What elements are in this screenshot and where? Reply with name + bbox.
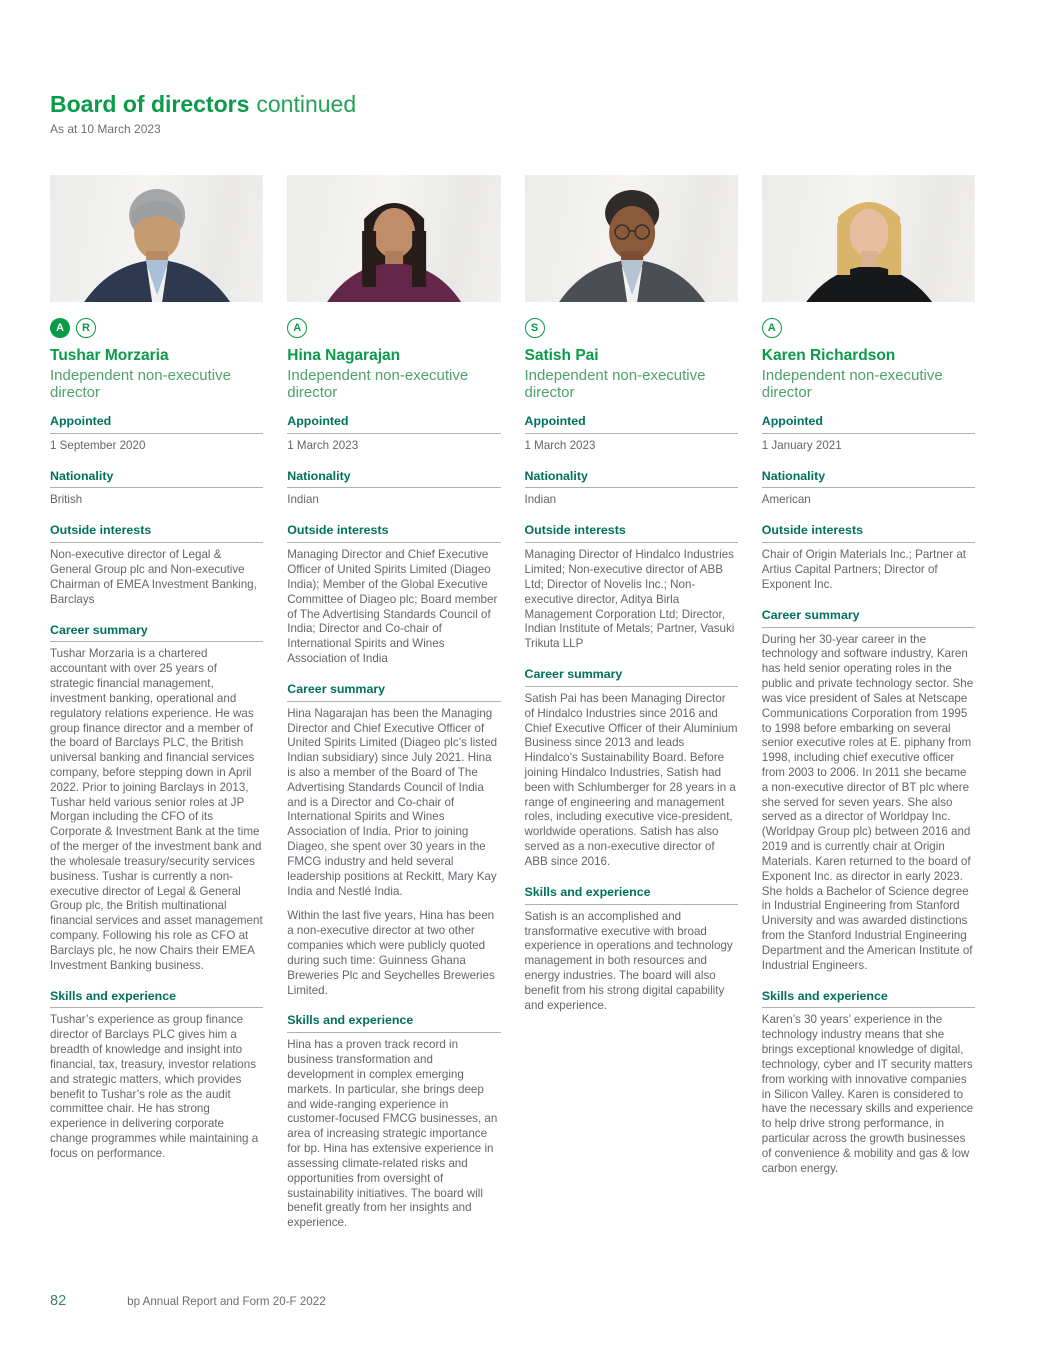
committee-badge-r: R bbox=[76, 318, 96, 338]
section-heading-career-summary: Career summary bbox=[287, 682, 500, 702]
director-profile-tushar-morzaria bbox=[50, 175, 263, 1231]
director-portrait-illustration bbox=[762, 175, 975, 302]
director-role: Independent non-executive director bbox=[524, 366, 706, 402]
outside-interests-text: Managing Director and Chief Executive Officer of United Spirits Limited (Diageo India); Member of the Global Executive Committee of Diageo plc; Board member of The Advertising Standards Council of India; Director and Co-chair of International Spirits and Wines Association of India bbox=[287, 548, 498, 665]
committee-badges bbox=[287, 318, 500, 338]
director-photo bbox=[525, 175, 738, 302]
outside-interests-text: Managing Director of Hindalco Industries Limited; Non-executive director of ABB Ltd; Director of Novelis Inc.; Non-executive director, Aditya Birla Management Corporation Ltd; Director, Indian Institute of Metals; Partner, Vasuki Trikuta LLP bbox=[524, 548, 735, 651]
director-portrait-illustration bbox=[287, 175, 500, 302]
appointed-value: 1 September 2020 bbox=[50, 438, 146, 452]
committee-badge-s: S bbox=[525, 318, 545, 338]
director-photo bbox=[287, 175, 500, 302]
section-heading-appointed: Appointed bbox=[762, 414, 975, 434]
career-summary-text: Tushar Morzaria is a chartered accountant with over 25 years of strategic financial management, investment banking, operational and regulatory relations experience. He was group finance director and a member of the board of Barclays PLC, the British universal banking and financial services company, before stepping down in April 2022. Prior to joining Barclays in 2013, Tushar held various senior roles at JP Morgan including the CFO of its Corporate & Investment Bank at the time of the merger of the investment bank and the wholesale treasury/security services business. Tushar is currently a non-executive director of Legal & General Group plc, the British multinational financial services and asset management company. Following his role as CFO at Barclays plc, he now Chairs their EMEA Investment Banking business. bbox=[50, 647, 263, 972]
section-heading-nationality: Nationality bbox=[287, 469, 500, 489]
section-heading-outside-interests: Outside interests bbox=[762, 523, 975, 543]
career-summary-text-2: Within the last five years, Hina has been a non-executive director at two other companies which were publicly quoted during such time: Guinness Ghana Breweries Plc and Seychelles Breweries Limited. bbox=[287, 909, 495, 997]
nationality-value: British bbox=[50, 493, 83, 507]
section-heading-career-summary: Career summary bbox=[525, 667, 738, 687]
director-photo bbox=[762, 175, 975, 302]
page-title-continued: continued bbox=[256, 91, 357, 117]
director-portrait-illustration bbox=[525, 175, 738, 302]
committee-badges bbox=[762, 318, 975, 338]
outside-interests-text: Non-executive director of Legal & General Group plc and Non-executive Chairman of EMEA Investment Banking, Barclays bbox=[50, 548, 257, 606]
director-name: Hina Nagarajan bbox=[287, 347, 401, 364]
report-title: bp Annual Report and Form 20-F 2022 bbox=[127, 1295, 326, 1308]
director-name: Karen Richardson bbox=[761, 347, 896, 364]
director-profile-satish-pai bbox=[525, 175, 738, 1231]
section-heading-skills-experience: Skills and experience bbox=[287, 1013, 500, 1033]
section-heading-skills-experience: Skills and experience bbox=[50, 989, 263, 1009]
page-title bbox=[50, 92, 356, 117]
committee-badge-a: A bbox=[50, 318, 70, 338]
nationality-value: American bbox=[761, 493, 811, 507]
director-profile-karen-richardson bbox=[762, 175, 975, 1231]
section-heading-nationality: Nationality bbox=[50, 469, 263, 489]
nationality-value: Indian bbox=[524, 493, 557, 507]
director-role: Independent non-executive director bbox=[761, 366, 943, 402]
career-summary-text: During her 30-year career in the technology and software industry, Karen has held senior operating roles in the public and private technology sector. She was vice president of Sales at Netscape Communications Corporation from 1995 to 1998 before embarking on several senior executive roles at E. piphany from 1998, including chief executive officer from 2003 to 2006. In 2011 she became a non-executive director of BT plc where she served for seven years. She also served as a director of Worldpay Inc. (Worldpay Group plc) between 2016 and 2019 and is currently chair at Origin Materials. Karen returned to the board of Exponent Inc. as director in early 2023. She holds a Bachelor of Science degree in Industrial Engineering from Stanford University and was awarded distinctions from the Stanford Industrial Engineering Department and the American Institute of Industrial Engineers. bbox=[761, 632, 974, 972]
career-summary-text: Hina Nagarajan has been the Managing Director and Chief Executive Officer of United Spirits Limited (Diageo plc’s listed Indian subsidiary) since July 2021. Hina is also a member of the Board of The Advertising Standards Council of India and is a Director and Co-chair of International Spirits and Wines Association of India. Prior to joining Diageo, she spent over 30 years in the FMCG industry and held several leadership positions at Reckitt, Mary Kay India and Nestlé India. bbox=[287, 706, 498, 898]
section-heading-outside-interests: Outside interests bbox=[525, 523, 738, 543]
nationality-value: Indian bbox=[287, 493, 319, 507]
committee-badge-a: A bbox=[287, 318, 307, 338]
skills-experience-text: Hina has a proven track record in business transformation and development in complex emerging markets. In particular, she brings deep and wide-ranging experience in customer-focused FMCG businesses, an area of increasing strategic importance for bp. Hina has extensive experience in assessing climate-related risks and opportunities from oversight of sustainability initiatives. The board will benefit greatly from her insights and experience. bbox=[287, 1038, 498, 1230]
director-photo bbox=[50, 175, 263, 302]
section-heading-appointed: Appointed bbox=[287, 414, 500, 434]
career-summary-text: Satish Pai has been Managing Director of Hindalco Industries since 2016 and Chief Executive Officer of their Aluminium Business since 2013 and leads Hindalco’s Sustainability Board. Before joining Hindalco Industries, Satish had been with Schlumberger for 28 years in a range of engineering and management roles, including executive vice-president, worldwide operations. Satish has also served as a non-executive director of ABB since 2016. bbox=[524, 691, 738, 868]
skills-experience-text: Karen’s 30 years’ experience in the technology industry means that she brings exceptional knowledge of digital, technology, cyber and IT security matters from working with innovative companies in Silicon Valley. Karen is considered to have the necessary skills and experience to help drive strong performance, in particular across the growth businesses of convenience & mobility and gas & low carbon energy. bbox=[761, 1013, 974, 1175]
committee-badges bbox=[525, 318, 738, 338]
committee-badge-a: A bbox=[762, 318, 782, 338]
outside-interests-text: Chair of Origin Materials Inc.; Partner at Artius Capital Partners; Director of Exponent Inc. bbox=[761, 548, 967, 591]
director-role: Independent non-executive director bbox=[50, 366, 231, 402]
section-heading-outside-interests: Outside interests bbox=[50, 523, 263, 543]
director-portrait-illustration bbox=[50, 175, 263, 302]
section-heading-appointed: Appointed bbox=[50, 414, 263, 434]
page-title-bold: Board of directors bbox=[50, 91, 250, 117]
appointed-value: 1 March 2023 bbox=[287, 438, 359, 452]
skills-experience-text: Satish is an accomplished and transformative executive with broad experience in operations and technology management in both resources and energy industries. The board will also benefit from his strong digital capability and experience. bbox=[524, 909, 733, 1012]
director-role: Independent non-executive director bbox=[287, 366, 469, 402]
section-heading-nationality: Nationality bbox=[762, 469, 975, 489]
section-heading-appointed: Appointed bbox=[525, 414, 738, 434]
director-name: Satish Pai bbox=[524, 347, 599, 364]
section-heading-skills-experience: Skills and experience bbox=[525, 885, 738, 905]
section-heading-career-summary: Career summary bbox=[762, 608, 975, 628]
skills-experience-text: Tushar’s experience as group finance director of Barclays PLC gives him a breadth of knowledge and insight into financial, tax, treasury, investor relations and strategic matters, which provides benefit to Tushar’s role as the audit committee chair. He has strong experience in delivering corporate change programmes while maintaining a focus on performance. bbox=[50, 1013, 259, 1160]
section-heading-nationality: Nationality bbox=[525, 469, 738, 489]
section-heading-outside-interests: Outside interests bbox=[287, 523, 500, 543]
page-number: 82 bbox=[50, 1293, 67, 1309]
page-header bbox=[50, 92, 356, 136]
directors-grid bbox=[50, 175, 975, 1231]
section-heading-skills-experience: Skills and experience bbox=[762, 989, 975, 1009]
appointed-value: 1 January 2021 bbox=[761, 438, 842, 452]
director-name: Tushar Morzaria bbox=[50, 347, 169, 364]
director-profile-hina-nagarajan bbox=[287, 175, 500, 1231]
section-heading-career-summary: Career summary bbox=[50, 623, 263, 643]
appointed-value: 1 March 2023 bbox=[524, 438, 596, 452]
as-at-date: As at 10 March 2023 bbox=[50, 122, 161, 137]
committee-badges bbox=[50, 318, 263, 338]
page-footer bbox=[50, 1293, 326, 1309]
